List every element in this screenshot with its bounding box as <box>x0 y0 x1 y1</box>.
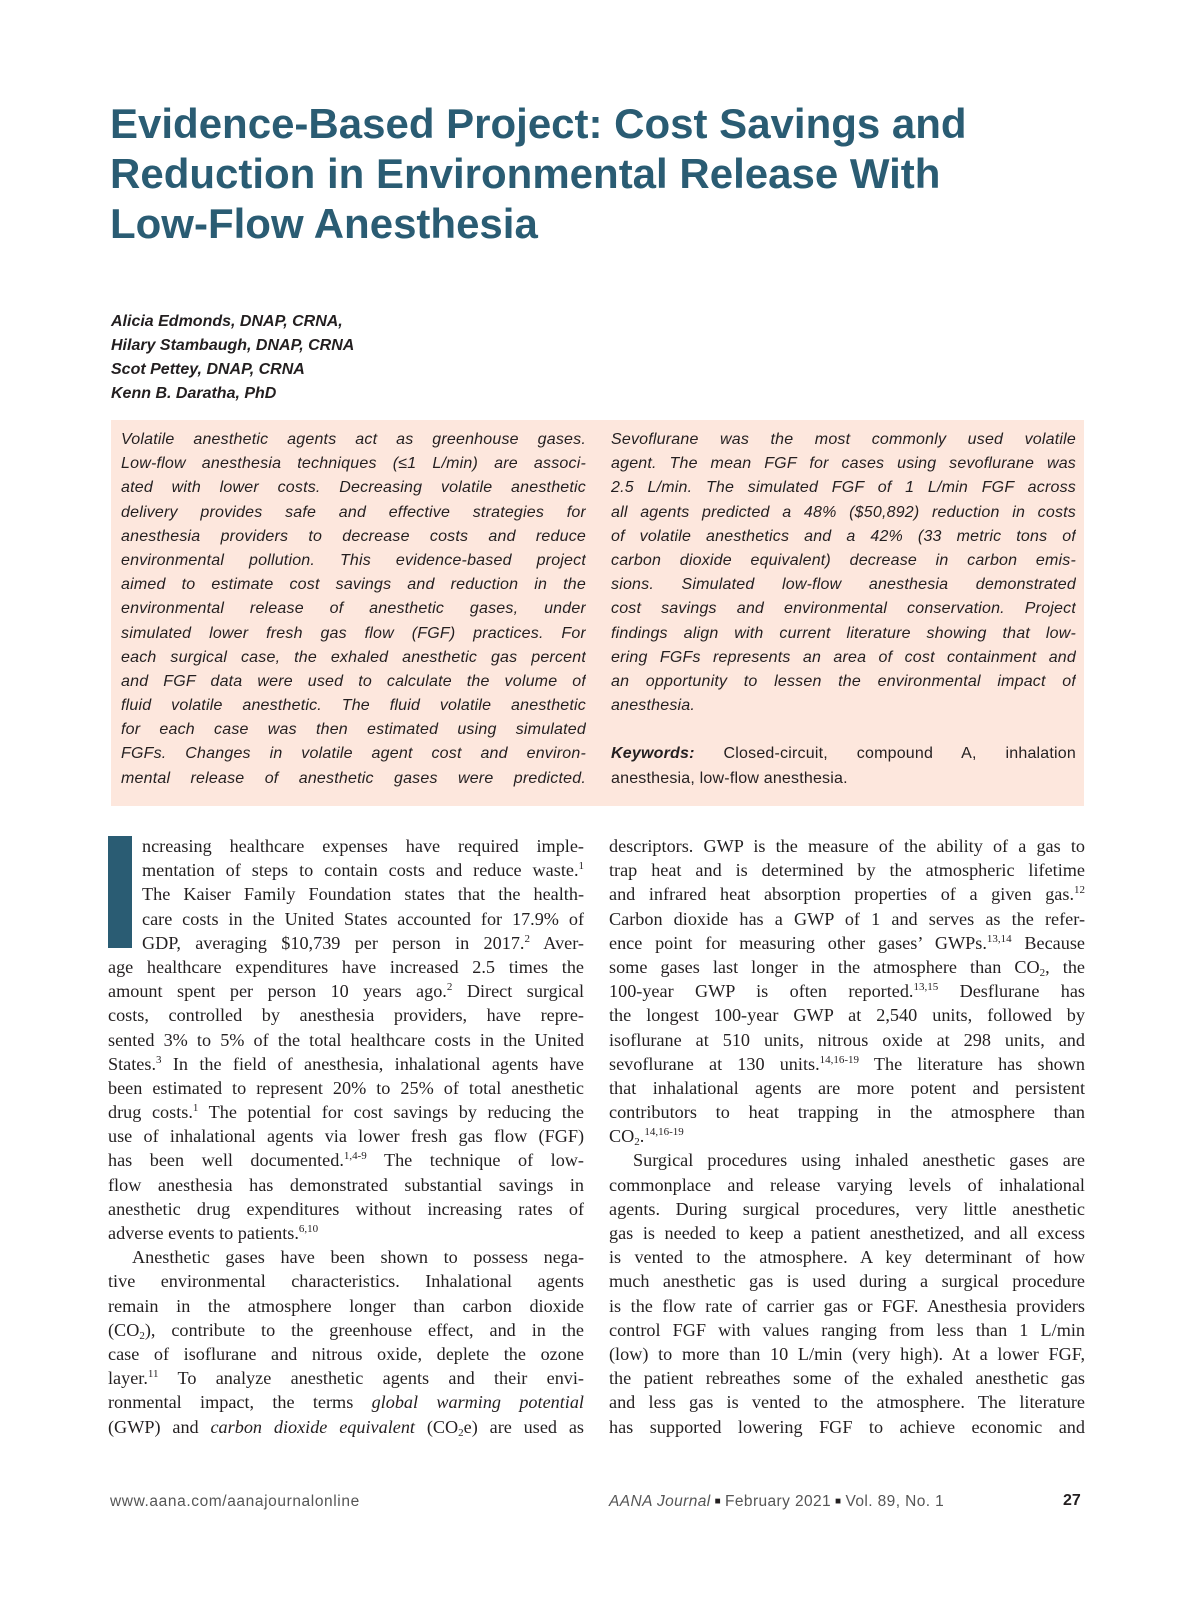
abstract-line: FGFs. Changes in volatile agent cost and environ- <box>121 745 586 763</box>
body-line: care costs in the United States accounted for 17.9% of <box>142 908 584 929</box>
body-left-column <box>108 834 584 1439</box>
separator-square-icon: ■ <box>835 1496 842 1507</box>
body-line: 100-year GWP is often reported.$^{13,15}$ Desflurane has <box>609 981 1085 1002</box>
body-line: $CO_2.^{14,16-19}$ <box>609 1126 684 1149</box>
footer-url[interactable]: www.aana.com/aanajournalonline <box>110 1493 360 1510</box>
keywords-text: Closed-circuit, compound A, inhalation <box>723 745 1076 763</box>
journal-name: AANA Journal <box>609 1493 711 1510</box>
body-line: The Kaiser Family Foundation states that the health- <box>142 884 584 905</box>
body-line: is vented to the atmosphere. A key determinant of how <box>609 1247 1085 1268</box>
author: Alicia Edmonds, DNAP, CRNA, <box>111 313 343 330</box>
abstract-line: each surgical case, the exhaled anesthetic gas percent <box>121 648 586 666</box>
body-line: some gases last longer in the atmosphere than $CO_2$, the <box>609 956 1085 979</box>
body-line: (low) to more than 10 L/min (very high). At a lower FGF, <box>609 1343 1085 1364</box>
body-line: tive environmental characteristics. Inhalational agents <box>108 1271 584 1292</box>
author: Hilary Stambaugh, DNAP, CRNA <box>111 337 355 354</box>
body-line: the longest 100-year GWP at 2,540 units, followed by <box>609 1005 1085 1026</box>
abstract-line: anesthesia. <box>611 697 696 715</box>
abstract-line: ering FGFs represents an area of cost containment and <box>611 648 1076 666</box>
body-line: descriptors. GWP is the measure of the ability of a gas to <box>609 836 1085 856</box>
body-line: the patient rebreathes some of the exhaled anesthetic gas <box>609 1368 1085 1389</box>
keywords-line <box>611 742 1076 766</box>
abstract-line: environmental pollution. This evidence-based project <box>121 551 586 569</box>
body-line: drug costs.$^1$ The potential for cost savings by reducing the <box>108 1102 584 1123</box>
body-line: case of isoflurane and nitrous oxide, deplete the ozone <box>108 1343 584 1364</box>
article-title <box>110 99 1100 249</box>
body-line: (GWP) and carbon dioxide equivalent $(CO_2e)$ are used as <box>108 1416 584 1439</box>
title-line: Low-Flow Anesthesia <box>110 200 538 247</box>
abstract-line: Sevoflurane was the most commonly used volatile <box>611 431 1076 448</box>
body-line: use of inhalational agents via lower fresh gas flow (FGF) <box>108 1126 584 1147</box>
abstract-line: Volatile anesthetic agents act as greenhouse gases. <box>121 431 586 448</box>
body-line: isoflurane at 510 units, nitrous oxide at 298 units, and <box>609 1029 1085 1050</box>
abstract-line: sions. Simulated low-flow anesthesia demonstrated <box>611 576 1076 594</box>
title-line: Evidence-Based Project: Cost Savings and <box>110 100 967 147</box>
body-line: has been well documented.$^{1,4-9}$ The technique of low- <box>108 1150 584 1171</box>
separator-square-icon: ■ <box>714 1496 722 1507</box>
abstract-line: findings align with current literature showing that low- <box>611 624 1076 642</box>
body-line: Surgical procedures using inhaled anesthetic gases are <box>633 1150 1085 1171</box>
abstract-line: aimed to estimate cost savings and reduction in the <box>121 576 586 594</box>
abstract-line: agent. The mean FGF for cases using sevoflurane was <box>611 455 1076 473</box>
body-line: trap heat and is determined by the atmospheric lifetime <box>609 860 1085 881</box>
body-line: control FGF with values ranging from less than 1 L/min <box>609 1319 1085 1340</box>
body-line: sevoflurane at 130 units.$^{14,16-19}$ The literature has shown <box>609 1053 1085 1074</box>
abstract-line: 2.5 L/min. The simulated FGF of 1 L/min FGF across <box>611 479 1076 497</box>
body-line: age healthcare expenditures have increased 2.5 times the <box>108 956 584 977</box>
author: Scot Pettey, DNAP, CRNA <box>111 361 305 378</box>
keywords-line: anesthesia, low-flow anesthesia. <box>611 769 848 787</box>
title-line: Reduction in Environmental Release With <box>110 150 941 197</box>
body-line: Carbon dioxide has a GWP of 1 and serves as the refer- <box>609 908 1085 929</box>
body-line: layer.$^{11}$ To analyze anesthetic agents and their envi- <box>108 1368 584 1389</box>
body-line: sented 3% to 5% of the total healthcare costs in the United <box>108 1029 584 1050</box>
body-line: adverse events to patients.$^{6,10}$ <box>108 1223 319 1243</box>
body-line: anesthetic drug expenditures without increasing rates of <box>108 1198 584 1219</box>
volume-issue: Vol. 89, No. 1 <box>845 1493 945 1510</box>
body-line: agents. During surgical procedures, very little anesthetic <box>609 1198 1085 1219</box>
body-line: flow anesthesia has demonstrated substantial savings in <box>108 1174 584 1195</box>
body-line: Anesthetic gases have been shown to possess nega- <box>132 1247 584 1268</box>
abstract-right-column <box>611 428 1076 791</box>
abstract-line: simulated lower fresh gas flow (FGF) practices. For <box>121 624 586 642</box>
abstract-line: an opportunity to lessen the environmental impact of <box>611 672 1076 690</box>
abstract-line: and FGF data were used to calculate the volume of <box>121 672 586 690</box>
body-line: States.$^3$ In the field of anesthesia, inhalational agents have <box>108 1053 584 1074</box>
abstract-line: Low-flow anesthesia techniques (≤1 L/min) are associ- <box>121 455 586 473</box>
body-line: is the flow rate of carrier gas or FGF. Anesthesia providers <box>609 1295 1085 1316</box>
body-line: ence point for measuring other gases’ GWPs.$^{13,14}$ Because <box>609 932 1085 953</box>
body-line: much anesthetic gas is used during a surgical procedure <box>609 1271 1085 1292</box>
abstract-line: carbon dioxide equivalent) decrease in carbon emis- <box>611 551 1076 569</box>
issue-date: February 2021 <box>725 1493 832 1510</box>
abstract-line: ated with lower costs. Decreasing volatile anesthetic <box>121 479 586 497</box>
body-line: been estimated to represent 20% to 25% of total anesthetic <box>108 1077 584 1098</box>
body-line: ronmental impact, the terms global warming potential <box>108 1392 584 1413</box>
body-line: that inhalational agents are more potent and persistent <box>609 1077 1085 1098</box>
page-number: 27 <box>1063 1492 1081 1509</box>
body-line: and infrared heat absorption properties of a given gas.$^{12}$ <box>609 884 1085 905</box>
body-line: $(CO_2)$, contribute to the greenhouse effect, and in the <box>108 1319 584 1342</box>
body-right-column <box>609 834 1085 1439</box>
body-line: costs, controlled by anesthesia providers, have repre- <box>108 1005 584 1026</box>
body-line: ncreasing healthcare expenses have required imple- <box>142 836 584 856</box>
keywords-label: Keywords: <box>611 745 695 763</box>
abstract-line: fluid volatile anesthetic. The fluid volatile anesthetic <box>121 697 586 715</box>
abstract-line: anesthesia providers to decrease costs and reduce <box>121 527 586 545</box>
body-line: gas is needed to keep a patient anesthetized, and all excess <box>609 1223 1085 1243</box>
body-line: contributors to heat trapping in the atmosphere than <box>609 1102 1085 1123</box>
abstract-line: delivery provides safe and effective strategies for <box>121 503 586 521</box>
body-line: commonplace and release varying levels of inhalational <box>609 1174 1085 1195</box>
author-list <box>111 310 354 406</box>
body-line: has supported lowering FGF to achieve economic and <box>609 1416 1085 1437</box>
abstract-line: environmental release of anesthetic gases, under <box>121 600 586 618</box>
author: Kenn B. Daratha, PhD <box>111 385 277 402</box>
abstract-line: mental release of anesthetic gases were predicted. <box>121 769 586 787</box>
body-line: amount spent per person 10 years ago.$^2$ Direct surgical <box>108 981 584 1002</box>
abstract-line: cost savings and environmental conservation. Project <box>611 600 1076 618</box>
abstract-line: of volatile anesthetics and a 42% (33 metric tons of <box>611 527 1076 545</box>
abstract-left-column <box>121 428 586 791</box>
abstract-spacer <box>611 718 1076 742</box>
abstract-box <box>111 420 1084 806</box>
body-line: remain in the atmosphere longer than carbon dioxide <box>108 1295 584 1316</box>
body-line: mentation of steps to contain costs and reduce waste.$^1$ <box>142 860 584 881</box>
footer-journal-info <box>609 1493 944 1511</box>
body-line: and less gas is vented to the atmosphere. The literature <box>609 1392 1085 1413</box>
body-line: GDP, averaging $10,739 per person in 2017.$^2$ Aver- <box>142 932 584 953</box>
abstract-line: all agents predicted a 48% ($50,892) reduction in costs <box>611 503 1076 521</box>
abstract-line: for each case was then estimated using simulated <box>121 721 586 739</box>
